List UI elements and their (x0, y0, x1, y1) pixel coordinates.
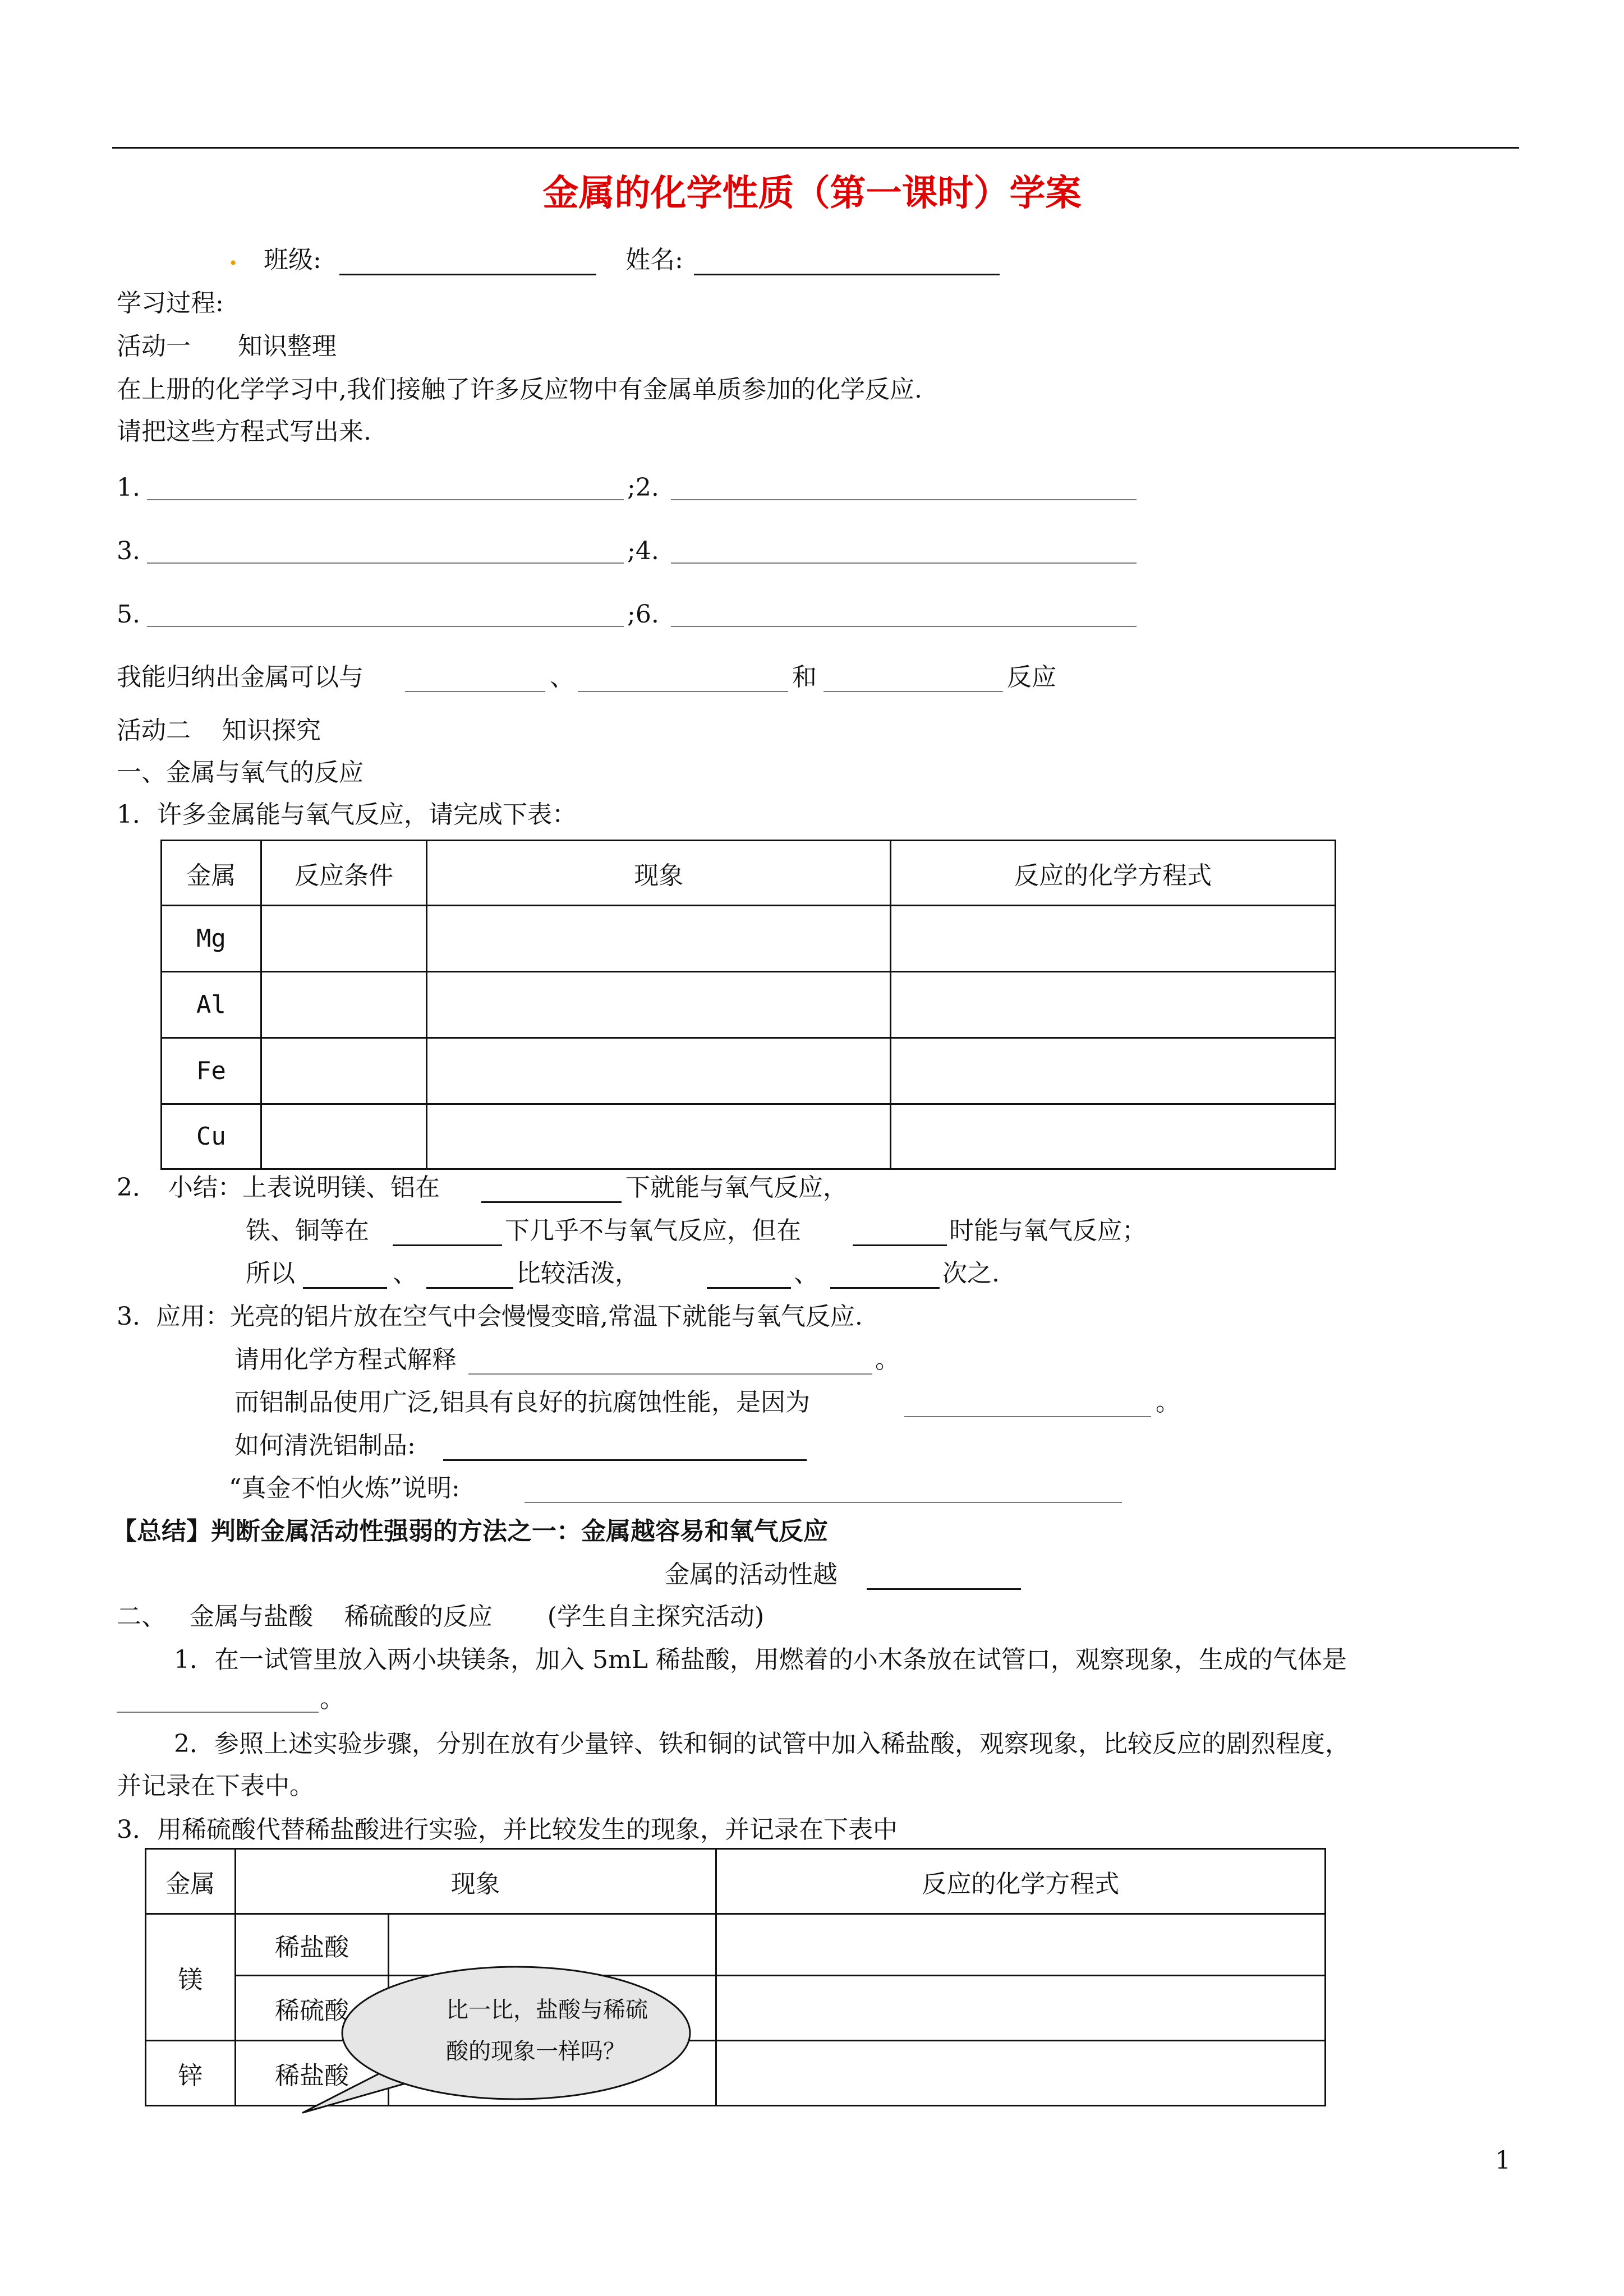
q2-line3-a: 所以 (246, 1259, 295, 1288)
section2-p2a: 2．参照上述实验步骤，分别在放有少量锌、铁和铜的试管中加入稀盐酸，观察现象，比较反应的剧烈程度， (174, 1730, 1350, 1758)
metal-cell: Cu (162, 1104, 261, 1169)
question-1: 1．许多金属能与氧气反应，请完成下表： (117, 800, 577, 829)
answer-cell[interactable] (427, 1104, 891, 1169)
blank-num-3: 3. (117, 537, 140, 565)
q2-blank-1[interactable] (481, 1201, 622, 1203)
answer-cell[interactable] (891, 972, 1336, 1038)
q3-line4: 如何清洗铝制品: (234, 1431, 416, 1460)
equation-blank-6[interactable] (671, 626, 1137, 627)
q2-blank-7[interactable] (830, 1287, 940, 1289)
q3-line2: 请用化学方程式解释 (234, 1345, 457, 1374)
answer-cell[interactable] (261, 1038, 427, 1104)
class-input[interactable] (339, 274, 596, 275)
header-condition: 反应条件 (261, 841, 427, 906)
answer-cell[interactable] (261, 972, 427, 1038)
t2-header-metal: 金属 (146, 1849, 236, 1914)
q3-line1: 3. 应用：光亮的铝片放在空气中会慢慢变暗,常温下就能与氧气反应. (117, 1302, 863, 1331)
section2-p3: 3．用稀硫酸代替稀盐酸进行实验，并比较发生的现象，并记录在下表中 (117, 1815, 898, 1844)
equation-blank-1[interactable] (147, 499, 624, 500)
summary-blank-3[interactable] (823, 691, 1003, 692)
blank-num-5: 5. (117, 600, 140, 629)
page-number: 1 (1495, 2146, 1511, 2175)
answer-cell[interactable] (716, 1976, 1325, 2041)
header-equation: 反应的化学方程式 (891, 841, 1336, 906)
answer-cell[interactable] (716, 1914, 1325, 1976)
oxygen-reaction-table (160, 840, 1336, 1170)
answer-cell[interactable] (427, 906, 891, 972)
metal-cell: Fe (162, 1038, 261, 1104)
blank-num-1: 1. (117, 473, 140, 502)
callout-text-1: 比一比，盐酸与稀硫 (446, 1997, 648, 2023)
summary-blank-2[interactable] (578, 691, 788, 692)
equation-blank-2[interactable] (671, 499, 1137, 500)
callout-text-2: 酸的现象一样吗？ (446, 2039, 625, 2064)
equation-blank-4[interactable] (671, 563, 1137, 564)
name-label: 姓名: (625, 246, 683, 274)
blank-num-4: ;4. (627, 537, 659, 565)
q3-line3-end: 。 (1156, 1388, 1180, 1417)
t2-header-phenomenon: 现象 (235, 1849, 716, 1914)
answer-cell[interactable] (891, 1104, 1336, 1169)
t2-acid-cell: 稀硫酸 (235, 1976, 389, 2041)
q3-blank-1[interactable] (468, 1373, 872, 1375)
section2-title: 二、 金属与盐酸 稀硫酸的反应 (学生自主探究活动) (117, 1602, 765, 1631)
metal-cell: Al (162, 972, 261, 1038)
metal-cell: Mg (162, 906, 261, 972)
q2-line2-a: 铁、铜等在 (246, 1216, 369, 1245)
activity2-title: 活动二 知识探究 (117, 716, 321, 745)
answer-cell[interactable] (261, 1104, 427, 1169)
blank-num-2: ;2. (627, 473, 659, 502)
equation-blank-3[interactable] (147, 563, 624, 564)
header-rule (112, 147, 1519, 149)
section2-p1: 1．在一试管里放入两小块镁条，加入 5mL 稀盐酸，用燃着的小木条放在试管口，观察现象，生成的气体是 (174, 1645, 1347, 1674)
class-label: 班级: (264, 246, 321, 274)
q2-blank-2[interactable] (393, 1244, 502, 1246)
q2-line3-e: 次之. (942, 1259, 1000, 1288)
blank-num-6: ;6. (627, 600, 659, 629)
q2-line2-c: 时能与氧气反应； (949, 1216, 1147, 1245)
answer-cell[interactable] (716, 2041, 1325, 2106)
name-input[interactable] (694, 274, 1000, 275)
conclusion-line1: 【总结】判断金属活动性强弱的方法之一：金属越容易和氧气反应 (112, 1517, 828, 1546)
q2-line2-b: 下几乎不与氧气反应，但在 (505, 1216, 801, 1245)
q2-line1-a: 小结：上表说明镁、铝在 (168, 1173, 440, 1202)
activity1-intro2: 请把这些方程式写出来. (117, 417, 371, 446)
process-label: 学习过程: (117, 289, 224, 317)
q2-line3-c: 比较活泼， (516, 1259, 640, 1288)
q3-line5: “真金不怕火炼”说明: (229, 1474, 460, 1502)
summary-text-2: 、 (550, 663, 574, 691)
conclusion-line2: 金属的活动性越 (665, 1560, 838, 1589)
conclusion-blank[interactable] (867, 1588, 1021, 1590)
summary-text-1: 我能归纳出金属可以与 (117, 663, 364, 691)
answer-cell[interactable] (427, 1038, 891, 1104)
section1-title: 一、金属与氧气的反应 (117, 758, 364, 787)
activity1-intro1: 在上册的化学学习中,我们接触了许多反应物中有金属单质参加的化学反应. (117, 375, 922, 404)
t2-metal-zn: 锌 (146, 2041, 236, 2106)
q3-line3: 而铝制品使用广泛,铝具有良好的抗腐蚀性能，是因为 (234, 1388, 810, 1417)
q2-number: 2． (117, 1173, 157, 1202)
answer-cell[interactable] (427, 972, 891, 1038)
section2-p2b: 并记录在下表中。 (117, 1772, 314, 1800)
q3-blank-3[interactable] (443, 1459, 807, 1461)
decor-dot: . (229, 242, 238, 271)
summary-text-4: 反应 (1007, 663, 1056, 691)
header-metal: 金属 (162, 841, 261, 906)
gas-blank[interactable] (117, 1712, 319, 1713)
q2-line1-b: 下就能与氧气反应， (625, 1173, 848, 1202)
q3-blank-4[interactable] (525, 1502, 1122, 1503)
summary-text-3: 和 (792, 663, 817, 691)
callout-ellipse (342, 1967, 690, 2099)
answer-cell[interactable] (891, 1038, 1336, 1104)
activity1-title: 活动一 知识整理 (117, 332, 337, 361)
t2-acid-cell: 稀盐酸 (235, 1914, 389, 1976)
page-title: 金属的化学性质（第一课时）学案 (542, 172, 1082, 214)
section2-p1-end: 。 (320, 1685, 344, 1713)
q2-blank-5[interactable] (426, 1287, 513, 1289)
q3-blank-2[interactable] (904, 1416, 1151, 1417)
t2-acid-cell: 稀盐酸 (235, 2041, 389, 2106)
q2-line3-b: 、 (393, 1259, 417, 1288)
q3-line2-end: 。 (875, 1345, 900, 1374)
answer-cell[interactable] (891, 906, 1336, 972)
header-phenomenon: 现象 (427, 841, 891, 906)
q2-line3-d: 、 (794, 1259, 818, 1288)
q2-blank-4[interactable] (303, 1287, 387, 1289)
equation-blank-5[interactable] (147, 626, 624, 627)
t2-metal-mg: 镁 (146, 1914, 236, 2041)
q2-blank-6[interactable] (707, 1287, 791, 1289)
q2-blank-3[interactable] (853, 1244, 947, 1246)
summary-blank-1[interactable] (405, 691, 545, 692)
answer-cell[interactable] (261, 906, 427, 972)
t2-header-equation: 反应的化学方程式 (716, 1849, 1325, 1914)
